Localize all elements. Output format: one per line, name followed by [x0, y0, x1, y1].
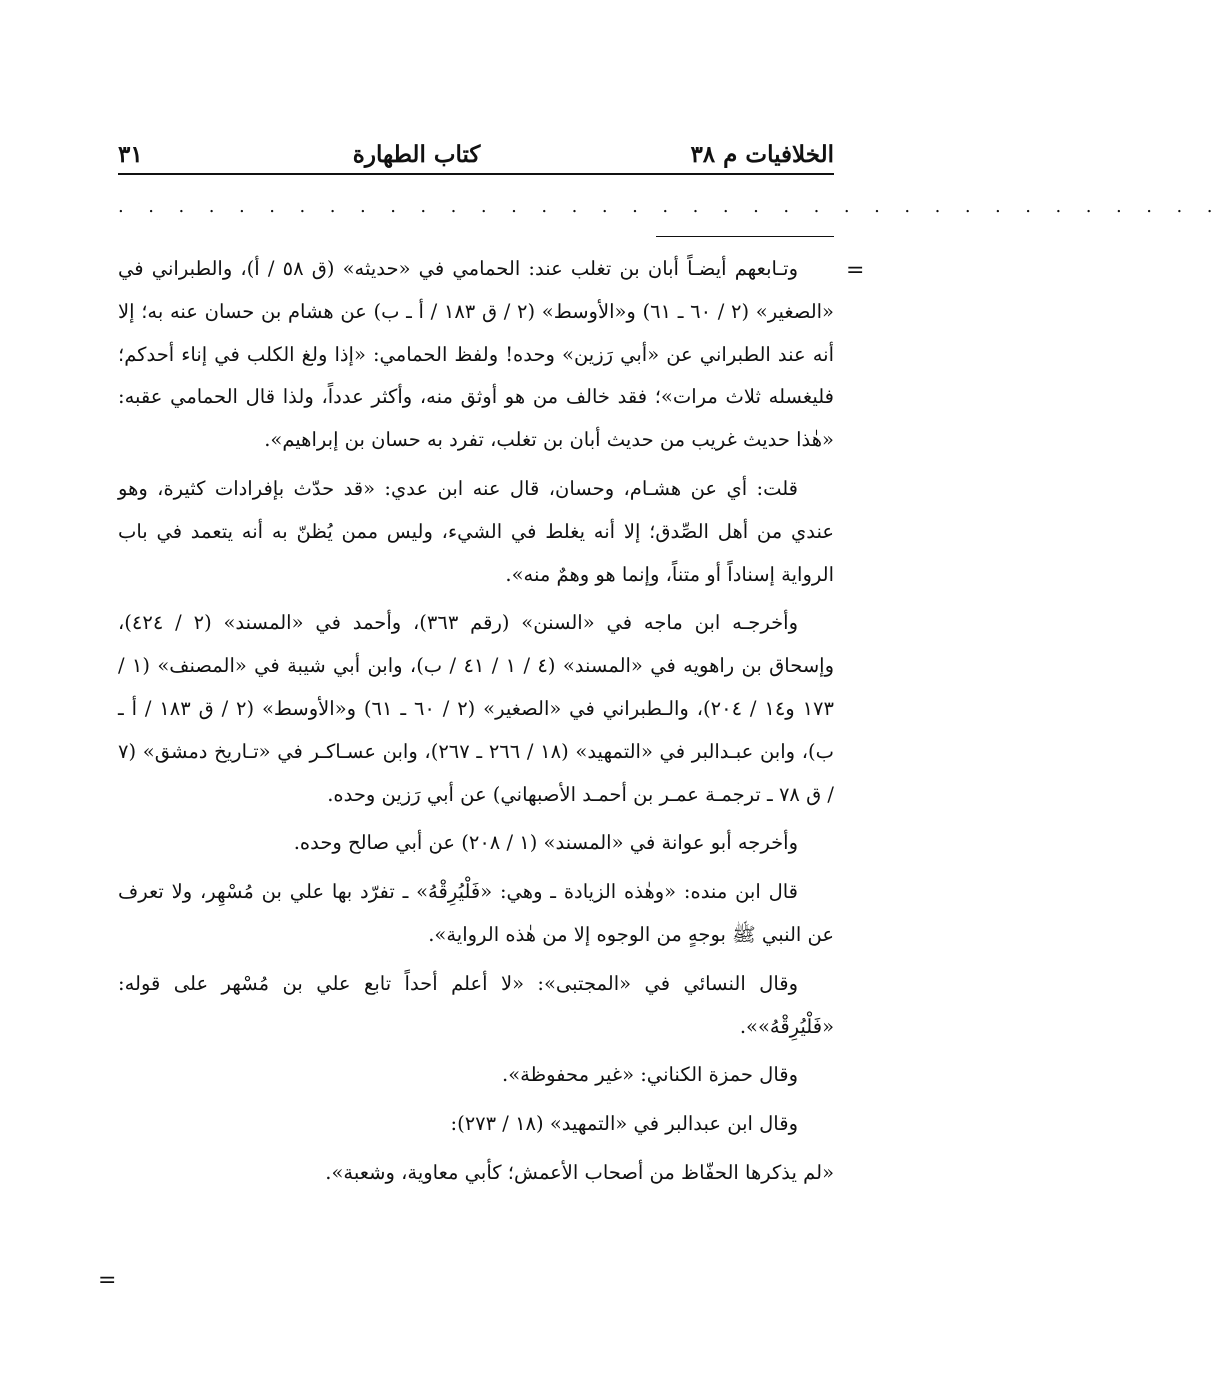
page-number: ٣١	[118, 141, 143, 168]
footnote-body	[118, 248, 834, 1201]
footnote-rule	[656, 236, 834, 237]
quote-paragraph: «لم يذكرها الحفّاظ من أصحاب الأعمش؛ كأبي معاوية، وشعبة».	[325, 1160, 834, 1184]
continuation-mark-bottom: =	[98, 1268, 117, 1293]
chapter-title: كتاب الطهارة	[352, 141, 481, 168]
running-header	[118, 122, 834, 168]
paragraph-4: وأخرجه أبو عوانة في «المسند» (١ / ٢٠٨) عن أبي صالح وحده.	[293, 831, 798, 855]
paragraph-1: وتـابعهم أيضـاً أبان بن تغلب عند: الحمامي في «حديثه» (ق ٥٨ / أ)، والطبراني في «الصغير» (٢ / ٦٠ ـ ٦١) و«الأوسط» (٢ / ق ١٨٣ / أ ـ ب) عن هشام بن حسان عنه به؛ إلا أنه عند الطبراني عن «أبي رَزين» وحده! ولفظ الحمامي: «إذا ولغ الكلب في إناء أحدكم؛ فليغسله ثلاث مرات»؛ فقد خالف من هو أوثق منه، وأكثر عدداً، ولذا قال الحمامي عقبه: «هٰذا حديث غريب من حديث أبان بن تغلب، تفرد به حسان بن إبراهيم».	[118, 257, 834, 452]
paragraph-8: وقال ابن عبدالبر في «التمهيد» (١٨ / ٢٧٣):	[450, 1112, 798, 1136]
paragraph-3: وأخرجـه ابن ماجه في «السنن» (رقم ٣٦٣)، وأحمد في «المسند» (٢ / ٤٢٤)، وإسحاق بن راهويه في «المسند» (٤ / ١ / ٤١ / ب)، وابن أبي شيبة في «المصنف» (١ / ١٧٣ و١٤ / ٢٠٤)، والـطبراني في «الصغير» (٢ / ٦٠ ـ ٦١) و«الأوسط» (٢ / ق ١٨٣ / أ ـ ب)، وابن عبـدالبر في «التمهيد» (١٨ / ٢٦٦ ـ ٢٦٧)، وابن عسـاكـر في «تـاريخ دمشق» (٧ / ق ٧٨ ـ ترجمـة عمـر بن أحمـد الأصبهاني) عن أبي رَزين وحده.	[118, 611, 834, 806]
header-rule	[118, 173, 834, 175]
paragraph-6: وقال النسائي في «المجتبى»: «لا أعلم أحداً تابع علي بن مُسْهر على قوله: «فَلْيُرِقْهُ»».	[118, 971, 834, 1038]
continuation-mark-top: =	[846, 258, 865, 283]
dotted-separator: . . . . . . . . . . . . . . . . . . . . . . . . . . . . . . . . . . . . .	[118, 196, 1222, 217]
paragraph-7: وقال حمزة الكناني: «غير محفوظة».	[502, 1063, 798, 1087]
paragraph-2: قلت: أي عن هشـام، وحسان، قال عنه ابن عدي: «قد حدّث بإفرادات كثيرة، وهو عندي من أهل الصِّدق؛ إلا أنه يغلط في الشيء، وليس ممن يُظنّ به أنه يتعمد في باب الرواية إسناداً أو متناً، وإنما هو وهمٌ منه».	[118, 476, 834, 586]
book-title: الخلافيات م ٣٨	[690, 141, 834, 168]
paragraph-5: قال ابن منده: «وهٰذه الزيادة ـ وهي: «فَلْيُرِقْهُ» ـ تفرّد بها علي بن مُسْهِر، ولا تعرف عن النبي ﷺ بوجهٍ من الوجوه إلا من هٰذه الرواية».	[118, 880, 834, 946]
